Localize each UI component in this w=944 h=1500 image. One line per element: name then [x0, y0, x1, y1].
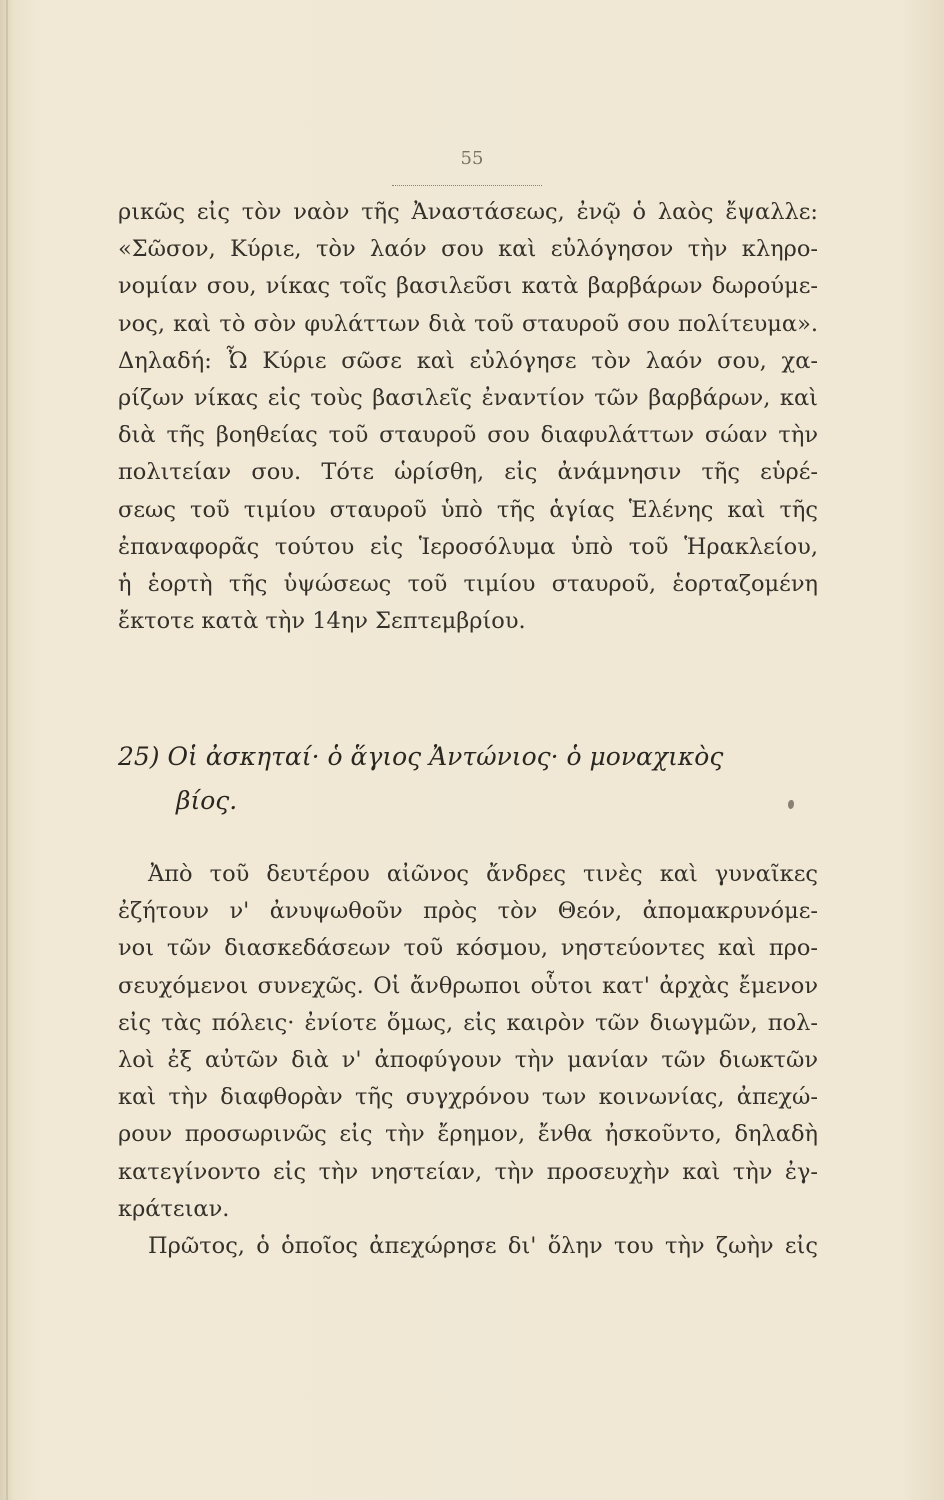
paragraph-2	[118, 856, 818, 1265]
text-line: σεως τοῦ τιμίου σταυροῦ ὑπὸ τῆς ἁγίας Ἑλένης καὶ τῆς	[118, 496, 818, 523]
text-line: κατεγίνοντο εἰς τὴν νηστείαν, τὴν προσευχὴν καὶ τὴν ἐγ-	[118, 1158, 818, 1185]
text-line: Δηλαδή: Ὦ Κύριε σῶσε καὶ εὐλόγησε τὸν λαόν σου, χα-	[118, 347, 818, 374]
section-title-line-1: Οἱ ἀσκηταί· ὁ ἅγιος Ἀντώνιος· ὁ μοναχικὸς	[167, 742, 724, 771]
text-line: νοι τῶν διασκεδάσεων τοῦ κόσμου, νηστεύοντες καὶ προ-	[118, 935, 818, 962]
section-heading	[118, 735, 818, 823]
text-line: ἐζήτουν ν' ἀνυψωθοῦν πρὸς τὸν Θεόν, ἀπομακρυνόμε-	[118, 898, 818, 925]
text-line: διὰ τῆς βοηθείας τοῦ σταυροῦ σου διαφυλάττων σώαν τὴν	[118, 422, 818, 449]
text-line: νομίαν σου, νίκας τοῖς βασιλεῦσι κατὰ βαρβάρων δωρούμε-	[118, 273, 818, 300]
text-line: ρουν προσωρινῶς εἰς τὴν ἔρημον, ἔνθα ἠσκοῦντο, δηλαδὴ	[118, 1121, 818, 1148]
section-title-line-2: βίος.	[176, 786, 238, 815]
text-line: σευχόμενοι συνεχῶς. Οἱ ἄνθρωποι οὗτοι κατ' ἀρχὰς ἔμενον	[118, 972, 818, 999]
header-rule	[392, 185, 542, 186]
text-line: Ἀπὸ τοῦ δευτέρου αἰῶνος ἄνδρες τινὲς καὶ γυναῖκες	[148, 861, 818, 887]
text-line: κράτειαν.	[118, 1195, 230, 1222]
paragraph-1	[118, 194, 818, 640]
text-line: Πρῶτος, ὁ ὁποῖος ἀπεχώρησε δι' ὅλην του τὴν ζωὴν εἰς	[148, 1232, 818, 1259]
page-number: 55	[460, 148, 484, 169]
text-line: νος, καὶ τὸ σὸν φυλάττων διὰ τοῦ σταυροῦ σου πολίτευμα».	[118, 310, 818, 337]
text-line: «Σῶσον, Κύριε, τὸν λαόν σου καὶ εὐλόγησον τὴν κληρο-	[118, 236, 818, 263]
section-number: 25)	[118, 742, 160, 771]
text-line: ρικῶς εἰς τὸν ναὸν τῆς Ἀναστάσεως, ἐνῷ ὁ λαὸς ἔψαλλε:	[118, 199, 818, 225]
text-line: ρίζων νίκας εἰς τοὺς βασιλεῖς ἐναντίον τῶν βαρβάρων, καὶ	[118, 384, 818, 411]
binding-gutter	[6, 0, 8, 1500]
text-line: πολιτείαν σου. Τότε ὡρίσθη, εἰς ἀνάμνησιν τῆς εὑρέ-	[118, 459, 818, 486]
text-line: εἰς τὰς πόλεις· ἐνίοτε ὅμως, εἰς καιρὸν τῶν διωγμῶν, πολ-	[118, 1009, 818, 1036]
text-line: ἐπαναφορᾶς τούτου εἰς Ἱεροσόλυμα ὑπὸ τοῦ Ἡρακλείου,	[118, 533, 818, 560]
text-line: ἡ ἑορτὴ τῆς ὑψώσεως τοῦ τιμίου σταυροῦ, ἑορταζομένη	[118, 570, 818, 597]
text-line: ἔκτοτε κατὰ τὴν 14ην Σεπτεμβρίου.	[118, 608, 526, 635]
text-line: λοὶ ἐξ αὐτῶν διὰ ν' ἀποφύγουν τὴν μανίαν τῶν διωκτῶν	[118, 1046, 818, 1073]
text-line: καὶ τὴν διαφθορὰν τῆς συγχρόνου των κοινωνίας, ἀπεχώ-	[118, 1084, 818, 1111]
